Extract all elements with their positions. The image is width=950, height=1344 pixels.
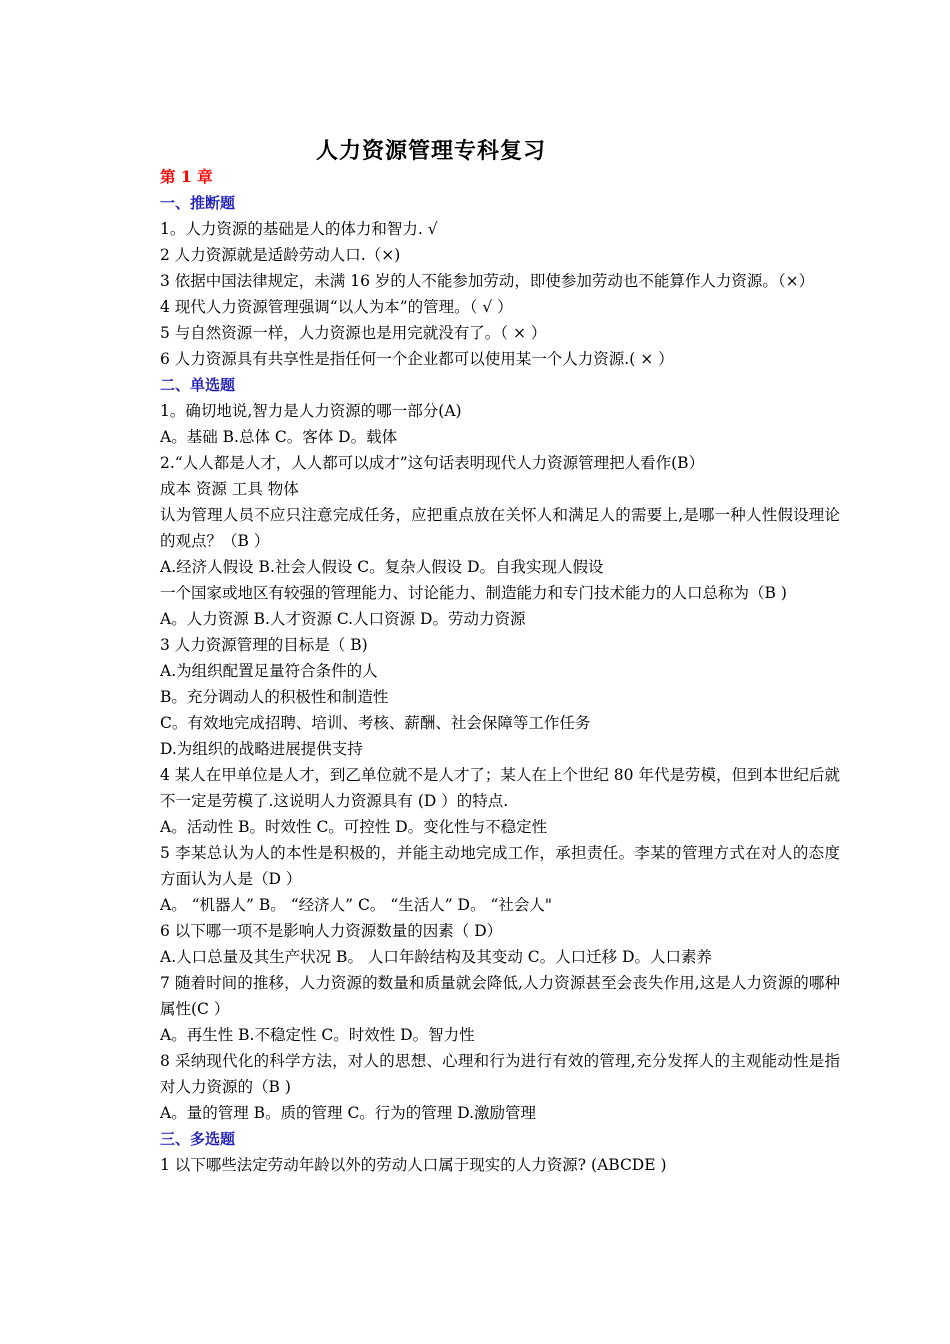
options-line: A。再生性 B.不稳定性 C。时效性 D。智力性 bbox=[160, 1026, 475, 1044]
question-line: 5 与自然资源一样，人力资源也是用完就没有了。（ × ） bbox=[160, 324, 547, 342]
chapter-heading: 第 1 章 bbox=[160, 167, 213, 186]
question-line: 1。确切地说,智力是人力资源的哪一部分(A) bbox=[160, 402, 462, 420]
question-line: 1 以下哪些法定劳动年龄以外的劳动人口属于现实的人力资源? (ABCDE ) bbox=[160, 1156, 667, 1174]
section-heading-judge: 一、推断题 bbox=[160, 194, 236, 212]
options-line: A。活动性 B。时效性 C。可控性 D。变化性与不稳定性 bbox=[160, 818, 548, 836]
question-line: 4 现代人力资源管理强调“以人为本”的管理。（ √ ） bbox=[160, 298, 513, 316]
question-line: 7 随着时间的推移，人力资源的数量和质量就会降低,人力资源甚至会丧失作用,这是人力资源的哪种属性(C ） bbox=[160, 974, 840, 1018]
question-line: 3 依据中国法律规定，未满 16 岁的人不能参加劳动，即使参加劳动也不能算作人力资源。（×） bbox=[160, 272, 815, 290]
options-line: A.人口总量及其生产状况 B。 人口年龄结构及其变动 C。人口迁移 D。人口素养 bbox=[160, 948, 713, 966]
question-line: 3 人力资源管理的目标是（ B) bbox=[160, 636, 368, 654]
document-body bbox=[160, 164, 840, 1178]
options-line: A。人力资源 B.人才资源 C.人口资源 D。劳动力资源 bbox=[160, 610, 526, 628]
question-line: 4 某人在甲单位是人才，到乙单位就不是人才了；某人在上个世纪 80 年代是劳模，但到本世纪后就不一定是劳模了.这说明人力资源具有 (D ）的特点. bbox=[160, 766, 840, 810]
question-line: 2.“人人都是人才，人人都可以成才”这句话表明现代人力资源管理把人看作(B） bbox=[160, 454, 705, 472]
options-line: D.为组织的战略进展提供支持 bbox=[160, 740, 363, 758]
options-line: A.经济人假设 B.社会人假设 C。复杂人假设 D。自我实现人假设 bbox=[160, 558, 604, 576]
question-line: 6 以下哪一项不是影响人力资源数量的因素（ D） bbox=[160, 922, 503, 940]
options-line: A。 “机器人” B。 “经济人” C。 “生活人” D。 “社会人" bbox=[160, 896, 552, 914]
section-heading-multi: 三、多选题 bbox=[160, 1130, 236, 1148]
options-line: B。充分调动人的积极性和制造性 bbox=[160, 688, 389, 706]
options-line: 成本 资源 工具 物体 bbox=[160, 480, 299, 498]
document-title: 人力资源管理专科复习 bbox=[316, 139, 547, 164]
question-line: 认为管理人员不应只注意完成任务，应把重点放在关怀人和满足人的需要上,是哪一种人性假设理论的观点？（B ） bbox=[160, 506, 840, 550]
question-line: 一个国家或地区有较强的管理能力、讨论能力、制造能力和专门技术能力的人口总称为（B ) bbox=[160, 584, 787, 602]
options-line: A.为组织配置足量符合条件的人 bbox=[160, 662, 378, 680]
section-heading-single: 二、单选题 bbox=[160, 376, 236, 394]
options-line: A。量的管理 B。质的管理 C。行为的管理 D.激励管理 bbox=[160, 1104, 537, 1122]
question-line: 8 采纳现代化的科学方法，对人的思想、心理和行为进行有效的管理,充分发挥人的主观能动性是指对人力资源的（B ) bbox=[160, 1052, 841, 1096]
options-line: C。有效地完成招聘、培训、考核、薪酬、社会保障等工作任务 bbox=[160, 714, 591, 732]
question-line: 1。人力资源的基础是人的体力和智力. √ bbox=[160, 220, 438, 238]
question-line: 6 人力资源具有共享性是指任何一个企业都可以使用某一个人力资源.( × ） bbox=[160, 350, 674, 368]
question-line: 2 人力资源就是适龄劳动人口.（×) bbox=[160, 246, 401, 264]
question-line: 5 李某总认为人的本性是积极的，并能主动地完成工作，承担责任。李某的管理方式在对人的态度方面认为人是（D ） bbox=[160, 844, 840, 888]
options-line: A。基础 B.总体 C。客体 D。载体 bbox=[160, 428, 398, 446]
